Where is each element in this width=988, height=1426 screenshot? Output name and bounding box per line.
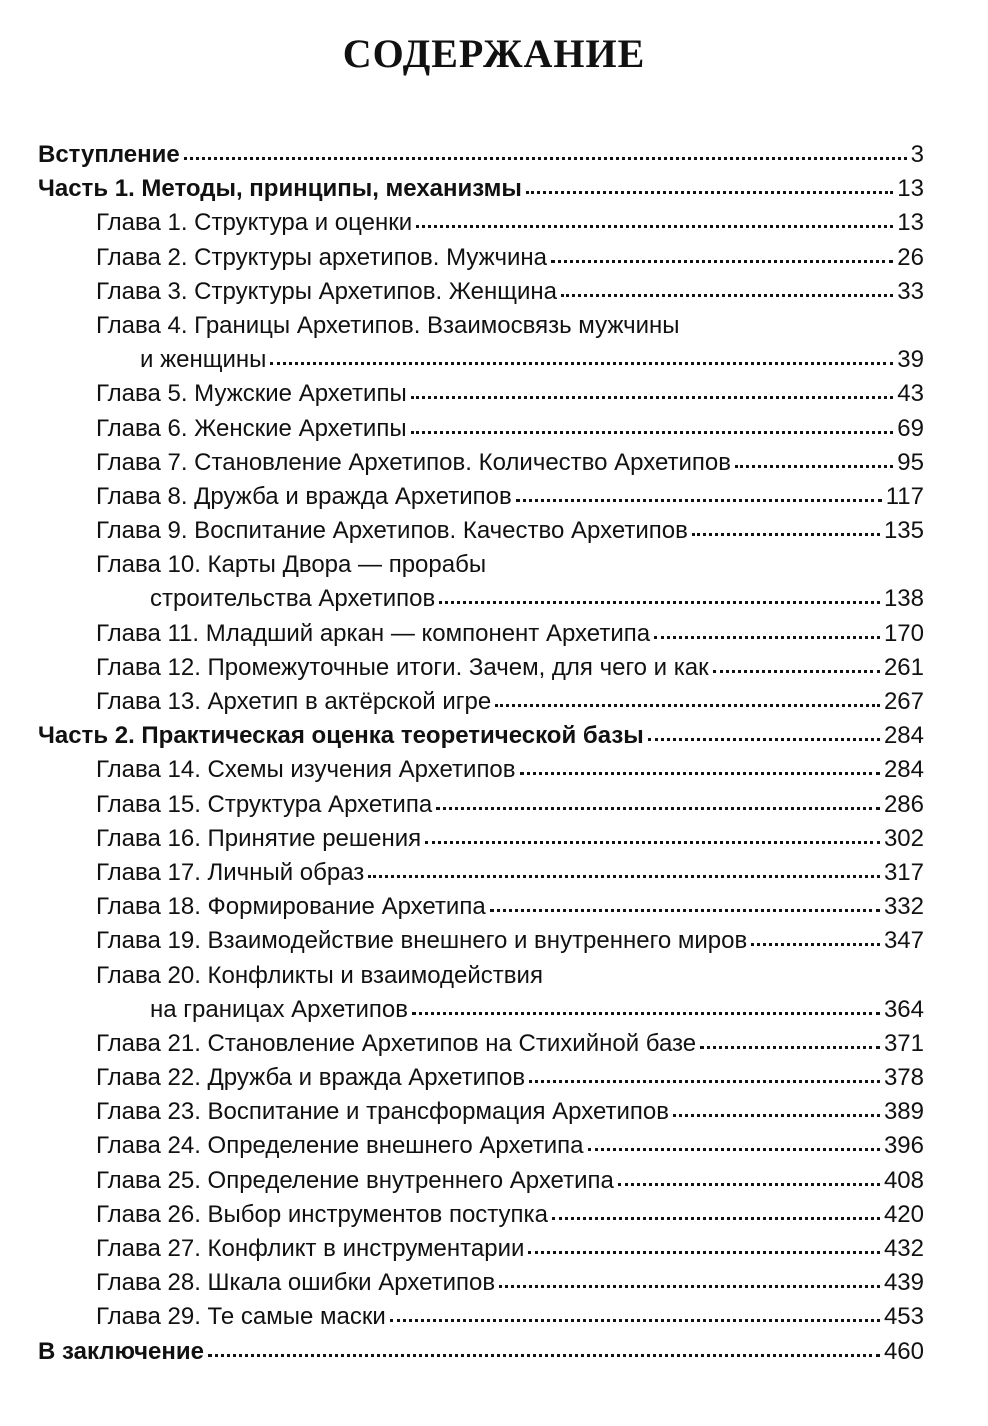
toc-entry-label: Глава 18. Формирование Архетипа: [96, 893, 486, 921]
dot-leader: [184, 157, 907, 160]
toc-page-number: 135: [883, 517, 924, 545]
toc-entry-label: на границах Архетипов: [150, 995, 408, 1023]
dot-leader: [208, 1354, 880, 1357]
toc-entry-label: Глава 22. Дружба и вражда Архетипов: [96, 1064, 526, 1092]
dot-leader: [528, 1251, 880, 1254]
dot-leader: [751, 943, 880, 946]
toc-entry-label: Глава 13. Архетип в актёрской игре: [96, 688, 492, 715]
toc-chapter-entry: [38, 206, 924, 240]
dot-leader: [673, 1114, 880, 1117]
toc-entry-label: Глава 15. Структура Архетипа: [96, 790, 433, 818]
toc-chapter-entry: [38, 1300, 924, 1334]
toc-entry-continuation: [38, 343, 924, 377]
toc-page-number: 3: [910, 141, 924, 168]
toc-entry-label: Глава 20. Конфликты и взаимодействия: [96, 961, 543, 989]
toc-page-number: 302: [883, 824, 924, 852]
dot-leader: [412, 1012, 880, 1015]
toc-page-number: 284: [883, 756, 924, 784]
toc-page-number: 332: [883, 893, 924, 921]
dot-leader: [499, 1285, 880, 1288]
toc-page-number: 138: [883, 585, 924, 613]
dot-leader: [735, 465, 893, 468]
dot-leader: [551, 260, 893, 263]
dot-leader: [692, 533, 880, 536]
toc-entry-label: Часть 1. Методы, принципы, механизмы: [38, 175, 522, 203]
dot-leader: [618, 1183, 880, 1186]
dot-leader: [411, 431, 894, 434]
toc-entry-label: Глава 25. Определение внутреннего Архетипа: [96, 1166, 614, 1194]
toc-chapter-entry: [38, 651, 924, 685]
toc-page-number: 389: [883, 1098, 924, 1126]
toc-entry-label: Глава 29. Те самые маски: [96, 1303, 386, 1331]
dot-leader: [411, 396, 894, 399]
dot-leader: [713, 670, 880, 673]
toc-chapter-entry: [38, 753, 924, 787]
toc-chapter-entry: [38, 446, 924, 480]
toc-chapter-entry: [38, 1095, 924, 1129]
toc-page-number: 170: [883, 619, 924, 647]
toc-page-number: 432: [883, 1235, 924, 1262]
toc-chapter-entry: [38, 1061, 924, 1095]
toc-entry-label: Вступление: [38, 141, 180, 168]
toc-chapter-entry: [38, 1198, 924, 1232]
dot-leader: [495, 704, 880, 707]
toc-entry-label: Глава 28. Шкала ошибки Архетипов: [96, 1269, 496, 1297]
toc-part-entry: [38, 172, 924, 206]
dot-leader: [270, 362, 893, 365]
toc-chapter-entry: [38, 514, 924, 548]
toc-entry-label: Глава 26. Выбор инструментов поступка: [96, 1200, 548, 1228]
toc-chapter-entry: [38, 1266, 924, 1300]
toc-entry-continuation: [38, 582, 924, 616]
toc-chapter-entry: [38, 309, 924, 343]
toc-chapter-entry: [38, 890, 924, 924]
dot-leader: [654, 636, 880, 639]
toc-entry-label: Глава 6. Женские Архетипы: [96, 414, 407, 442]
toc-chapter-entry: [38, 685, 924, 719]
dot-leader: [425, 841, 880, 844]
toc-entry-label: Глава 11. Младший аркан — компонент Архетипа: [96, 619, 651, 647]
dot-leader: [439, 601, 880, 604]
toc-entry-label: и женщины: [140, 346, 267, 374]
toc-page-number: 284: [883, 722, 924, 750]
toc-part-entry: [38, 138, 924, 172]
toc-entry-label: Глава 3. Структуры Архетипов. Женщина: [96, 277, 558, 305]
toc-chapter-entry: [38, 548, 924, 582]
dot-leader: [516, 499, 882, 502]
toc-chapter-entry: [38, 275, 924, 309]
toc-entry-label: Глава 10. Карты Двора — прорабы: [96, 551, 487, 579]
toc-page-number: 364: [883, 995, 924, 1023]
toc-page-number: 261: [883, 653, 924, 681]
toc-page-number: 95: [897, 448, 924, 476]
toc-page-number: 26: [897, 243, 924, 271]
toc-chapter-entry: [38, 856, 924, 890]
toc-chapter-entry: [38, 1027, 924, 1061]
toc-entry-label: Глава 19. Взаимодействие внешнего и внутреннего миров: [96, 927, 748, 955]
toc-entry-label: Глава 27. Конфликт в инструментарии: [96, 1235, 525, 1262]
toc-page-number: 408: [883, 1166, 924, 1194]
toc-entry-label: строительства Архетипов: [150, 585, 436, 613]
toc-entry-label: Глава 24. Определение внешнего Архетипа: [96, 1132, 584, 1160]
toc-chapter-entry: [38, 412, 924, 446]
toc-page-number: 460: [883, 1337, 924, 1365]
dot-leader: [416, 225, 893, 228]
toc-entry-label: Глава 21. Становление Архетипов на Стихийной базе: [96, 1029, 697, 1057]
toc-page-number: 420: [883, 1200, 924, 1228]
toc-page-number: 371: [883, 1029, 924, 1057]
toc-entry-label: В заключение: [38, 1337, 204, 1365]
toc-page-number: 117: [885, 482, 924, 510]
dot-leader: [368, 875, 880, 878]
toc-entry-label: Глава 8. Дружба и вражда Архетипов: [96, 482, 512, 510]
toc-chapter-entry: [38, 822, 924, 856]
dot-leader: [648, 738, 880, 741]
toc-page-number: 33: [897, 277, 924, 305]
toc-chapter-entry: [38, 788, 924, 822]
dot-leader: [390, 1319, 880, 1322]
toc-page-number: 13: [897, 209, 924, 237]
toc-chapter-entry: [38, 241, 924, 275]
page-title: СОДЕРЖАНИЕ: [342, 31, 646, 76]
dot-leader: [700, 1046, 880, 1049]
toc-page-number: 347: [883, 927, 924, 955]
dot-leader: [526, 191, 893, 194]
dot-leader: [529, 1080, 880, 1083]
toc-entry-label: Глава 7. Становление Архетипов. Количество Архетипов: [96, 448, 732, 476]
toc-page-number: 39: [897, 346, 924, 374]
toc-page-number: 453: [883, 1303, 924, 1331]
toc-page-number: 317: [883, 858, 924, 886]
toc-chapter-entry: [38, 377, 924, 411]
toc-entry-label: Глава 2. Структуры архетипов. Мужчина: [96, 243, 547, 271]
toc-chapter-entry: [38, 1129, 924, 1163]
toc-entry-label: Глава 5. Мужские Архетипы: [96, 380, 407, 408]
dot-leader: [490, 909, 880, 912]
dot-leader: [436, 807, 880, 810]
toc-entry-continuation: [38, 993, 924, 1027]
dot-leader: [552, 1217, 880, 1220]
toc-chapter-entry: [38, 1232, 924, 1266]
toc-page-number: 378: [883, 1064, 924, 1092]
toc-page-number: 267: [883, 688, 924, 715]
toc-chapter-entry: [38, 924, 924, 958]
toc-page-number: 69: [897, 414, 924, 442]
toc-page-number: 396: [883, 1132, 924, 1160]
toc-chapter-entry: [38, 617, 924, 651]
toc-chapter-entry: [38, 1164, 924, 1198]
toc-entry-label: Глава 23. Воспитание и трансформация Архетипов: [96, 1098, 670, 1126]
toc-page-number: 13: [897, 175, 924, 203]
toc-part-entry: [38, 719, 924, 753]
toc-chapter-entry: [38, 480, 924, 514]
toc-page-number: 439: [883, 1269, 924, 1297]
toc-entry-label: Глава 12. Промежуточные итоги. Зачем, для чего и как: [96, 653, 709, 681]
toc-chapter-entry: [38, 959, 924, 993]
toc-entry-label: Глава 1. Структура и оценки: [96, 209, 413, 237]
toc-entry-label: Глава 16. Принятие решения: [96, 824, 422, 852]
toc-entry-label: Глава 17. Личный образ: [96, 858, 365, 886]
dot-leader: [561, 294, 893, 297]
table-of-contents: [38, 138, 924, 1369]
toc-entry-label: Глава 14. Схемы изучения Архетипов: [96, 756, 516, 784]
toc-part-entry: [38, 1335, 924, 1369]
toc-entry-label: Глава 4. Границы Архетипов. Взаимосвязь мужчины: [96, 311, 680, 339]
toc-entry-label: Часть 2. Практическая оценка теоретической базы: [38, 722, 644, 750]
dot-leader: [520, 772, 880, 775]
toc-page-number: 286: [883, 790, 924, 818]
toc-page-number: 43: [897, 380, 924, 408]
dot-leader: [588, 1148, 880, 1151]
toc-entry-label: Глава 9. Воспитание Архетипов. Качество Архетипов: [96, 517, 688, 545]
